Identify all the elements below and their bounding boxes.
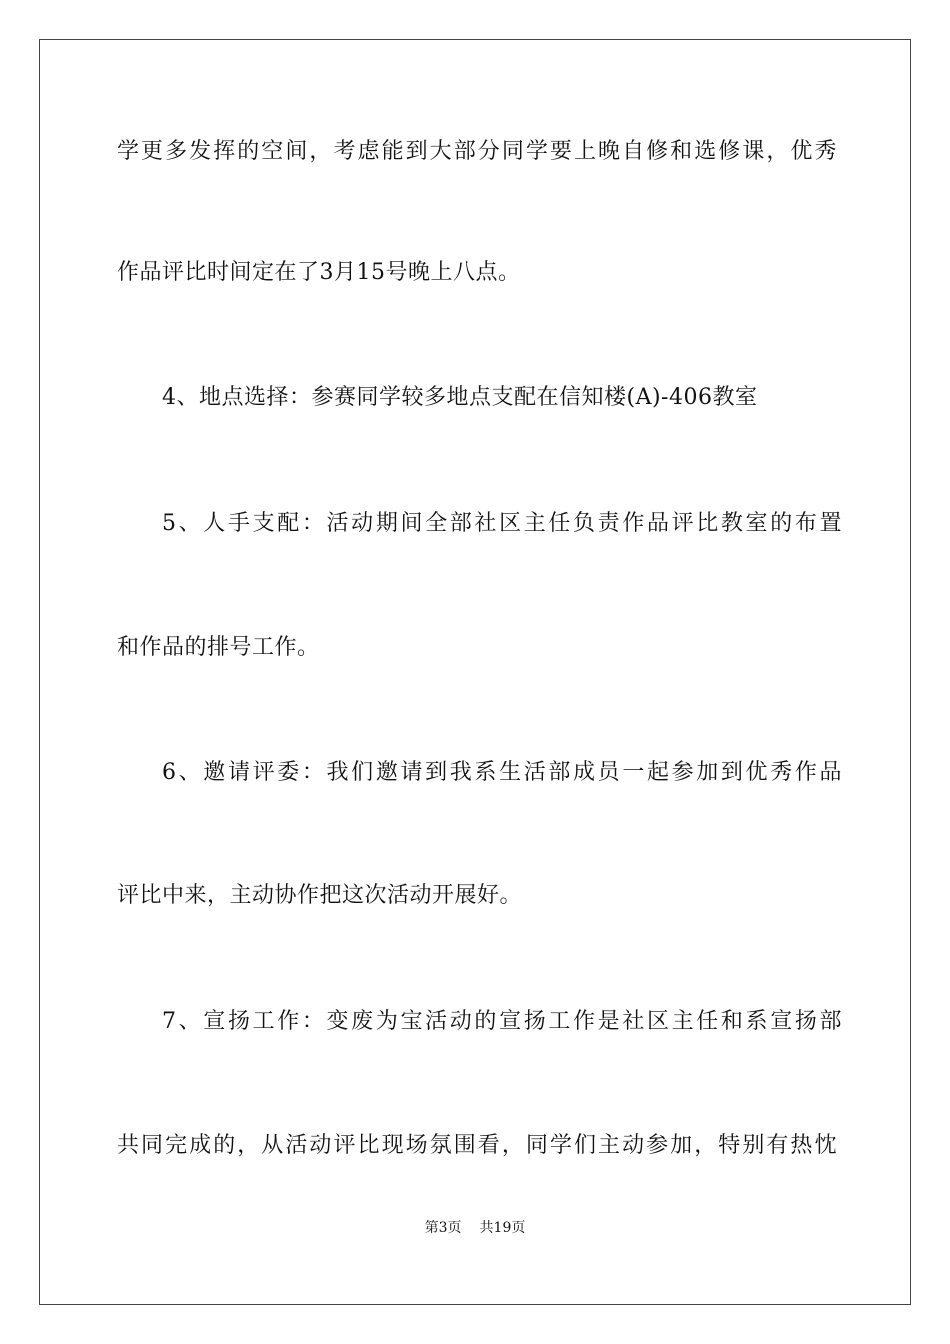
text-line: 共同完成的，从活动评比现场氛围看，同学们主动参加，特别有热忱 (117, 1133, 837, 1158)
text-line: 作品评比时间定在了3月15号晚上八点。 (117, 260, 521, 285)
text-line: 和作品的排号工作。 (117, 635, 320, 660)
page-frame (39, 39, 911, 1305)
text-line: 6、邀请评委：我们邀请到我系生活部成员一起参加到优秀作品 (162, 760, 842, 785)
page-total: 共19页 (479, 1220, 526, 1236)
page-number: 第3页 (424, 1220, 462, 1236)
text-line: 评比中来，主动协作把这次活动开展好。 (117, 883, 523, 908)
page-footer (0, 1218, 950, 1238)
text-line: 5、人手支配：活动期间全部社区主任负责作品评比教室的布置 (162, 511, 842, 536)
text-line: 4、地点选择：参赛同学较多地点支配在信知楼(A)-406教室 (162, 385, 758, 410)
text-line: 学更多发挥的空间，考虑能到大部分同学要上晚自修和选修课，优秀 (117, 139, 837, 164)
text-line: 7、宣扬工作：变废为宝活动的宣扬工作是社区主任和系宣扬部 (162, 1009, 842, 1034)
